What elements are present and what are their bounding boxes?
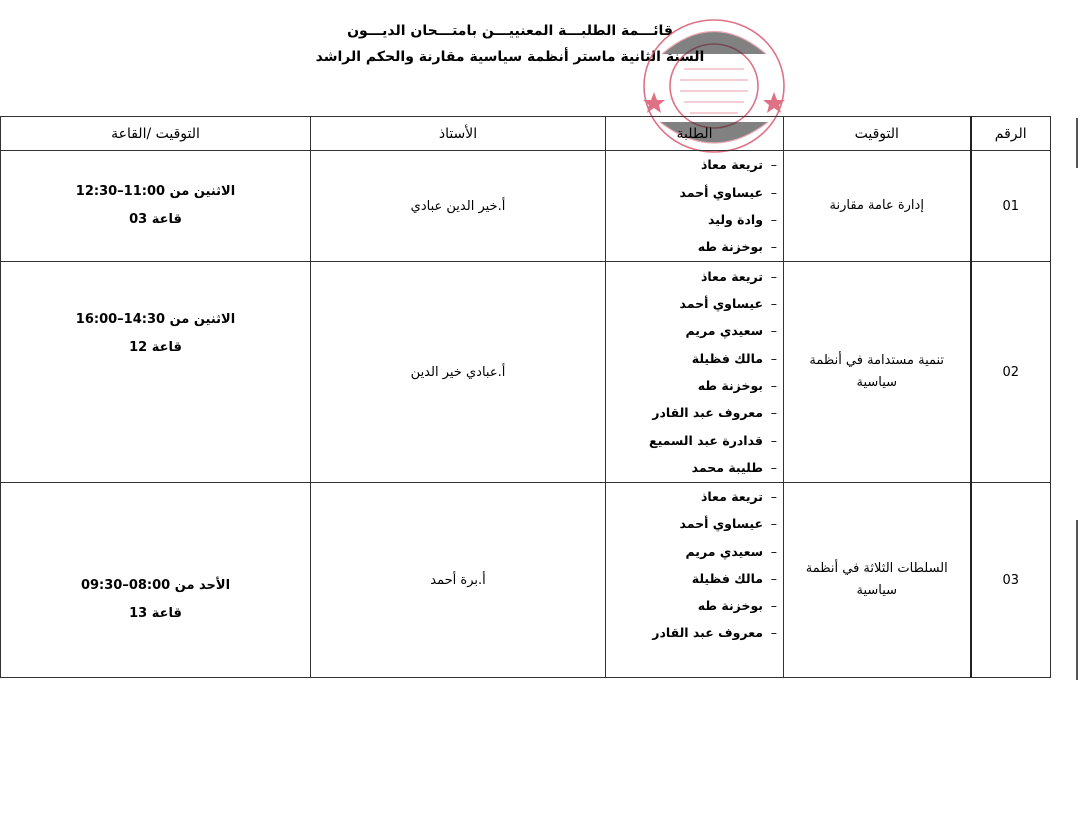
list-item: –وادة وليد — [708, 212, 777, 227]
document-subtitle: السنة الثانية ماستر أنظمة سياسية مقارنة والحكم الراشد — [315, 49, 705, 65]
row-room: قاعة 03 — [129, 212, 182, 227]
scan-edge-mark — [1076, 520, 1078, 680]
table-row — [1, 262, 1051, 483]
row-time-room — [1, 483, 311, 678]
col-header-number: الرقم — [971, 117, 1051, 151]
list-item: –بوخزنة طه — [697, 598, 777, 614]
row-number: 02 — [971, 262, 1051, 483]
row-subject: تنمية مستدامة في أنظمة سياسية — [784, 262, 971, 483]
table-row — [1, 483, 1051, 678]
row-time: الأحد من 08:00–09:30 — [80, 578, 231, 593]
scan-edge-mark — [1076, 118, 1078, 168]
row-students — [606, 262, 784, 483]
list-item: –مالك فظيلة — [691, 350, 777, 366]
list-item: –بوخزنة طه — [697, 378, 777, 393]
row-number: 01 — [971, 151, 1051, 262]
row-students — [606, 483, 784, 678]
list-item: –سعيدي مريم — [685, 543, 777, 559]
row-number: 03 — [971, 483, 1051, 678]
col-header-subject: التوقيت — [784, 117, 971, 151]
row-time-room — [1, 262, 311, 483]
students-list — [606, 151, 783, 260]
list-item: –معروف عبد القادر — [652, 625, 777, 641]
row-professor: أ.عبادي خير الدين — [311, 262, 606, 483]
row-room: قاعة 12 — [129, 340, 182, 355]
row-room: قاعة 13 — [129, 606, 182, 621]
row-time: الاثنين من 14:30–16:00 — [75, 312, 236, 327]
row-subject: السلطات الثلاثة في أنظمة سياسية — [784, 483, 971, 678]
list-item: –سعيدي مريم — [685, 323, 777, 339]
col-header-professor: الأستاذ — [311, 117, 606, 151]
list-item: –طليبة محمد — [691, 459, 777, 475]
list-item: –تريعة معاذ — [700, 489, 777, 504]
list-item: –قدادرة عبد السميع — [649, 432, 777, 448]
list-item: –معروف عبد القادر — [652, 405, 777, 421]
students-list — [606, 483, 783, 647]
document-title: قائـــمة الطلبـــة المعنييـــن بامتـــحان الديـــون — [347, 23, 673, 39]
list-item: –بوخزنة طه — [697, 239, 777, 255]
students-list — [606, 263, 783, 481]
list-item: –عيساوي أحمد — [679, 184, 777, 200]
list-item: –عيساوي أحمد — [679, 516, 777, 532]
list-item: –مالك فظيلة — [691, 570, 777, 586]
list-item: –تريعة معاذ — [700, 268, 777, 284]
exam-schedule-table — [0, 116, 1051, 678]
row-time-room — [1, 151, 311, 262]
row-professor: أ.خير الدين عبادي — [311, 151, 606, 262]
table-row — [1, 151, 1051, 262]
row-subject: إدارة عامة مقارنة — [784, 151, 971, 262]
col-header-students: الطلبة — [606, 117, 784, 151]
col-header-time-room: التوقيت /القاعة — [1, 117, 311, 151]
list-item: –تريعة معاذ — [700, 157, 777, 173]
table-header-row — [1, 117, 1051, 151]
row-time: الاثنين من 11:00–12:30 — [75, 184, 236, 199]
row-professor: أ.برة أحمد — [311, 483, 606, 678]
list-item: –عيساوي أحمد — [679, 296, 777, 312]
row-students — [606, 151, 784, 262]
